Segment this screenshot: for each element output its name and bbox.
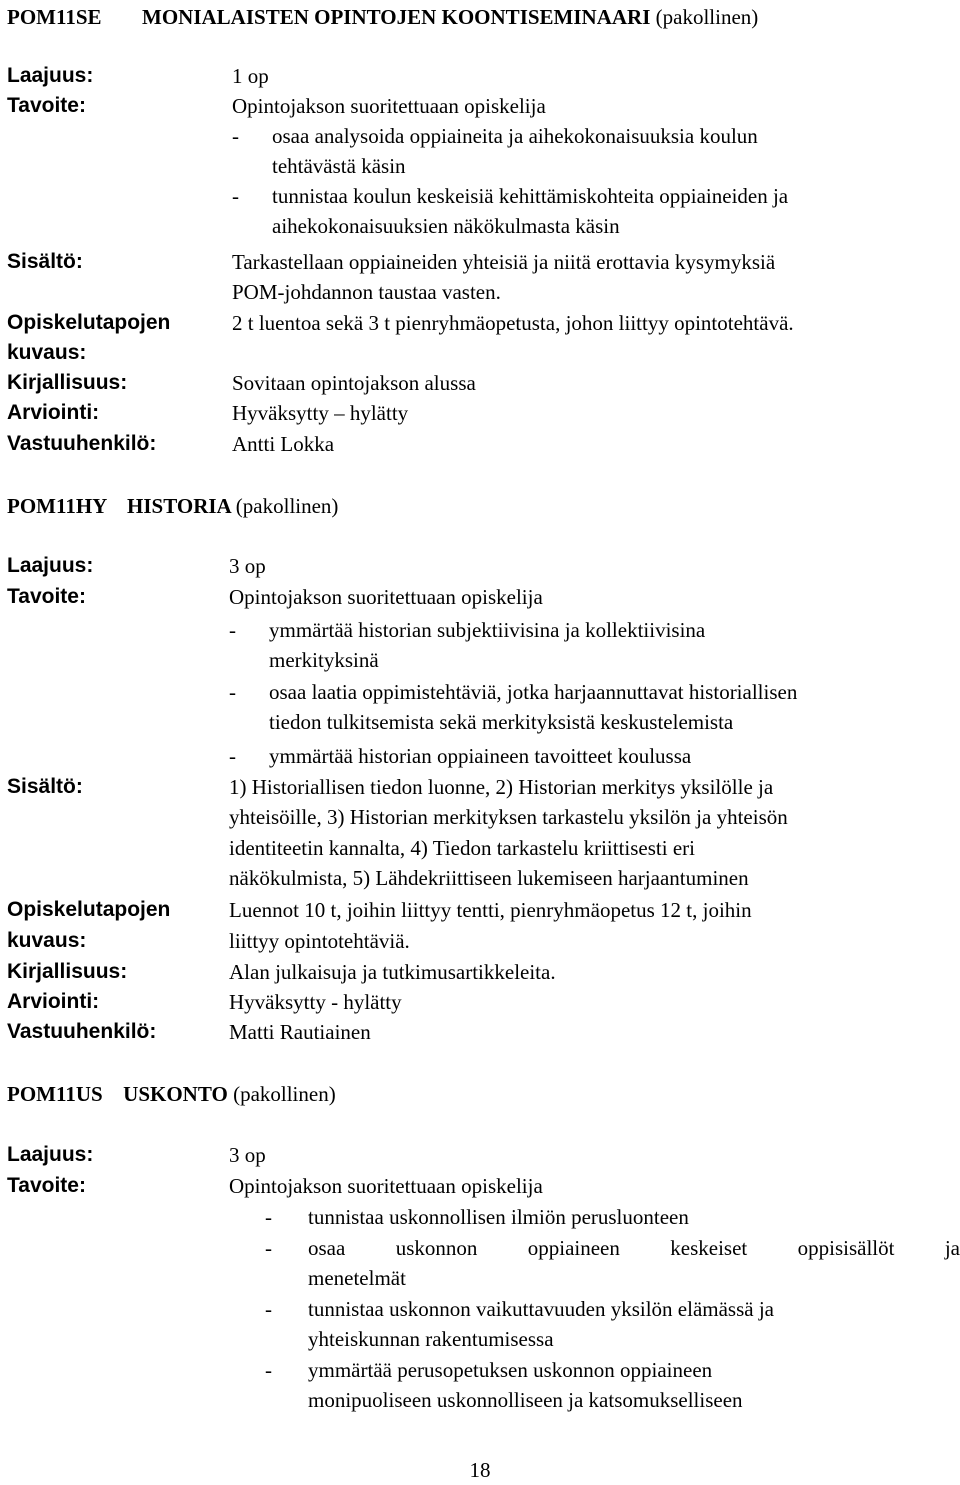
label-vastuuhenkilo: Vastuuhenkilö: xyxy=(7,1020,157,1043)
goal-line: tehtävästä käsin xyxy=(272,154,406,178)
tavoite-intro: Opintojakson suoritettuaan opiskelija xyxy=(229,585,543,609)
goal-line: ymmärtää perusopetuksen uskonnon oppiaineen xyxy=(308,1358,713,1382)
label-opiskelutapojen: Opiskelutapojen xyxy=(7,898,171,921)
label-laajuus: Laajuus: xyxy=(7,554,94,577)
label-laajuus: Laajuus: xyxy=(7,64,94,87)
course-code: POM11SE xyxy=(7,5,102,29)
goal-line: osaa laatia oppimistehtäviä, jotka harjaannuttavat historiallisen xyxy=(269,680,798,704)
goal-line: osaa uskonnon oppiaineen keskeiset oppisisällöt ja xyxy=(308,1236,960,1260)
goal-dash: - xyxy=(229,618,236,642)
goal-line: menetelmät xyxy=(308,1266,406,1290)
label-laajuus: Laajuus: xyxy=(7,1143,94,1166)
sisalto-line: näkökulmista, 5) Lähdekriittiseen lukemiseen harjaantuminen xyxy=(229,866,749,890)
goal-line: osaa analysoida oppiaineita ja aihekokonaisuuksia koulun xyxy=(272,124,758,148)
label-tavoite: Tavoite: xyxy=(7,1174,86,1197)
goal-dash: - xyxy=(229,680,236,704)
goal-dash: - xyxy=(232,124,239,148)
laajuus-value: 3 op xyxy=(229,554,266,578)
section-heading xyxy=(7,2,758,32)
label-sisalto: Sisältö: xyxy=(7,250,83,273)
label-sisalto: Sisältö: xyxy=(7,775,83,798)
goal-line: monipuoliseen uskonnolliseen ja katsomukselliseen xyxy=(308,1388,743,1412)
goal-line: tiedon tulkitsemista sekä merkityksistä keskustelemista xyxy=(269,710,734,734)
label-arviointi: Arviointi: xyxy=(7,990,100,1013)
vastuuhenkilo-value: Matti Rautiainen xyxy=(229,1020,371,1044)
goal-dash: - xyxy=(229,744,236,768)
label-kuvaus: kuvaus: xyxy=(7,341,87,364)
label-kuvaus: kuvaus: xyxy=(7,929,87,952)
opiskelutapojen-value: Luennot 10 t, joihin liittyy tentti, pienryhmäopetus 12 t, joihin xyxy=(229,898,752,922)
goal-line: ymmärtää historian oppiaineen tavoitteet koulussa xyxy=(269,744,692,768)
page-number: 18 xyxy=(469,1458,491,1482)
arviointi-value: Hyväksytty – hylätty xyxy=(232,401,409,425)
laajuus-value: 1 op xyxy=(232,64,269,88)
sisalto-line: identiteetin kannalta, 4) Tiedon tarkastelu kriittisesti eri xyxy=(229,836,695,860)
label-kirjallisuus: Kirjallisuus: xyxy=(7,960,128,983)
sisalto-line: Tarkastellaan oppiaineiden yhteisiä ja niitä erottavia kysymyksiä xyxy=(232,250,776,274)
course-title: HISTORIA xyxy=(127,494,231,518)
goal-line: yhteiskunnan rakentumisessa xyxy=(308,1327,554,1351)
label-opiskelutapojen: Opiskelutapojen xyxy=(7,311,171,334)
sisalto-line: POM-johdannon taustaa vasten. xyxy=(232,280,501,304)
goal-dash: - xyxy=(265,1297,272,1321)
laajuus-value: 3 op xyxy=(229,1143,266,1167)
label-tavoite: Tavoite: xyxy=(7,94,86,117)
course-requirement: (pakollinen) xyxy=(655,5,759,29)
goal-dash: - xyxy=(232,184,239,208)
section-heading xyxy=(7,491,338,521)
arviointi-value: Hyväksytty - hylätty xyxy=(229,990,402,1014)
label-vastuuhenkilo: Vastuuhenkilö: xyxy=(7,432,157,455)
goal-line: tunnistaa koulun keskeisiä kehittämiskohteita oppiaineiden ja xyxy=(272,184,789,208)
course-code: POM11HY xyxy=(7,494,107,518)
course-title: MONIALAISTEN OPINTOJEN KOONTISEMINAARI xyxy=(142,5,651,29)
kirjallisuus-value: Alan julkaisuja ja tutkimusartikkeleita. xyxy=(229,960,556,984)
opiskelutapojen-value: liittyy opintotehtäviä. xyxy=(229,929,410,953)
course-title: USKONTO xyxy=(123,1082,228,1106)
goal-line: tunnistaa uskonnollisen ilmiön perusluonteen xyxy=(308,1205,689,1229)
goal-line: merkityksinä xyxy=(269,648,379,672)
label-kirjallisuus: Kirjallisuus: xyxy=(7,371,128,394)
tavoite-intro: Opintojakson suoritettuaan opiskelija xyxy=(229,1174,543,1198)
goal-dash: - xyxy=(265,1205,272,1229)
vastuuhenkilo-value: Antti Lokka xyxy=(232,432,335,456)
goal-dash: - xyxy=(265,1236,272,1260)
section-heading xyxy=(7,1079,336,1109)
opiskelutapojen-value: 2 t luentoa sekä 3 t pienryhmäopetusta, johon liittyy opintotehtävä. xyxy=(232,311,794,335)
label-tavoite: Tavoite: xyxy=(7,585,86,608)
goal-line: tunnistaa uskonnon vaikuttavuuden yksilön elämässä ja xyxy=(308,1297,774,1321)
tavoite-intro: Opintojakson suoritettuaan opiskelija xyxy=(232,94,546,118)
label-arviointi: Arviointi: xyxy=(7,401,100,424)
goal-dash: - xyxy=(265,1358,272,1382)
goal-line: ymmärtää historian subjektiivisina ja kollektiivisina xyxy=(269,618,706,642)
course-requirement: (pakollinen) xyxy=(233,1082,336,1106)
sisalto-line: yhteisöille, 3) Historian merkityksen tarkastelu yksilön ja yhteisön xyxy=(229,805,788,829)
goal-line: aihekokonaisuuksien näkökulmasta käsin xyxy=(272,214,620,238)
kirjallisuus-value: Sovitaan opintojakson alussa xyxy=(232,371,476,395)
sisalto-line: 1) Historiallisen tiedon luonne, 2) Historian merkitys yksilölle ja xyxy=(229,775,774,799)
course-requirement: (pakollinen) xyxy=(235,494,339,518)
course-code: POM11US xyxy=(7,1082,103,1106)
